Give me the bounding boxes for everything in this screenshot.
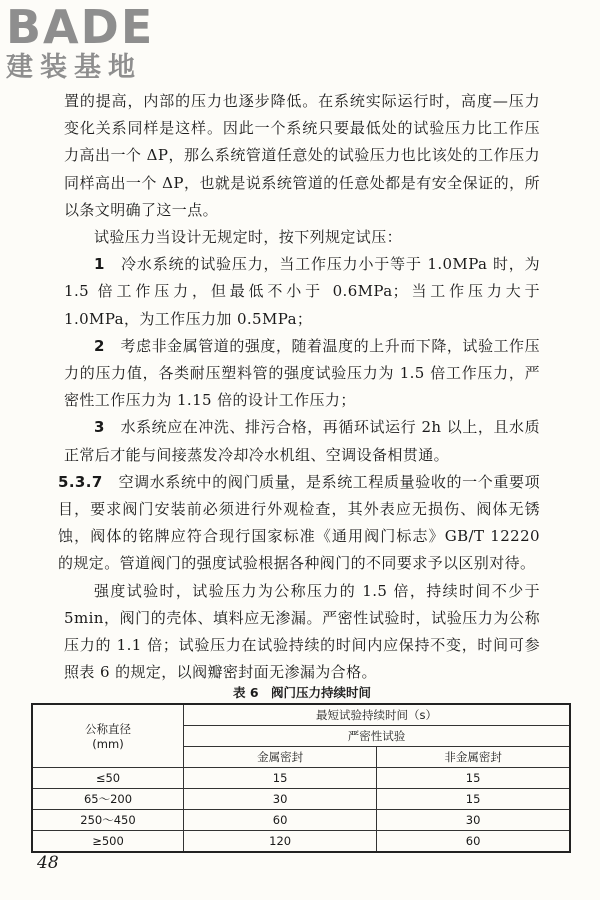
cell-diameter: 65～200 xyxy=(32,789,183,810)
clause-5-3-7 xyxy=(58,469,540,578)
clause-text: 空调水系统中的阀门质量，是系统工程质量验收的一个重要项目，要求阀门安装前必须进行外观检查，其外表应无损伤、阀体无锈蚀，阀体的铭牌应符合现行国家标准《通用阀门标志》GB/T 12220 的规定。管道阀门的强度试验根据各种阀门的不同要求予以区别对待。 xyxy=(58,472,540,573)
header-tightness-test: 严密性试验 xyxy=(183,726,570,747)
cell-metal: 120 xyxy=(183,831,376,853)
table-title: 表 6 阀门压力持续时间 xyxy=(232,685,372,700)
header-nominal-diameter-label: 公称直径 xyxy=(84,722,131,736)
page-number: 48 xyxy=(37,853,59,873)
cell-metal: 30 xyxy=(183,789,376,810)
header-min-duration: 最短试验持续时间（s） xyxy=(183,704,570,726)
cell-metal: 60 xyxy=(183,810,376,831)
list-item-text: 考虑非金属管道的强度，随着温度的上升而下降，试验工作压力的压力值，各类耐压塑料管的强度试验压力为 1.5 倍工作压力，严密性工作压力为 1.15 倍的设计工作压力； xyxy=(64,336,540,410)
cell-diameter: 250～450 xyxy=(32,810,183,831)
header-nominal-diameter-unit: (mm) xyxy=(92,737,124,751)
brand-logo xyxy=(6,0,176,90)
list-number: 2 xyxy=(94,336,105,355)
list-item-2 xyxy=(64,333,540,415)
list-item-text: 冷水系统的试验压力，当工作压力小于等于 1.0MPa 时，为 1.5 倍工作压力，但最低不小于 0.6MPa；当工作压力大于 1.0MPa，为工作压力加 0.5MPa； xyxy=(64,255,540,328)
document-body xyxy=(58,88,540,686)
paragraph-test-pressure-intro: 试验压力当设计无规定时，按下列规定试压： xyxy=(94,228,403,247)
cell-nonmetal: 30 xyxy=(377,810,570,831)
logo-text-en: BADE xyxy=(6,0,155,54)
clause-number: 5.3.7 xyxy=(58,472,103,491)
header-nonmetal-seal: 非金属密封 xyxy=(377,747,570,768)
paragraph-continued: 置的提高，内部的压力也逐步降低。在系统实际运行时，高度—压力变化关系同样是这样。因此一个系统只要最低处的试验压力比工作压力高出一个 ΔP，那么系统管道任意处的试验压力也比该处的工作压力同样高出一个 ΔP，也就是说系统管道的任意处都是有安全保证的，所以条文明确了这一点。 xyxy=(64,92,540,219)
header-metal-seal: 金属密封 xyxy=(183,747,376,768)
table-row xyxy=(32,789,570,810)
cell-nonmetal: 15 xyxy=(377,768,570,789)
logo-text-cn: 建装基地 xyxy=(6,52,142,83)
cell-nonmetal: 15 xyxy=(377,789,570,810)
valve-pressure-duration-table xyxy=(31,703,571,853)
cell-metal: 15 xyxy=(183,768,376,789)
list-number: 3 xyxy=(94,418,105,437)
cell-diameter: ≥500 xyxy=(32,831,183,853)
list-item-3 xyxy=(64,414,540,468)
paragraph-strength-test: 强度试验时，试验压力为公称压力的 1.5 倍，持续时间不少于 5min，阀门的壳体、填料应无渗漏。严密性试验时，试验压力为公称压力的 1.1 倍；试验压力在试验持续的时间内应保持不变，时间可参照表 6 的规定，以阀瓣密封面无渗漏为合格。 xyxy=(64,581,540,682)
table-row xyxy=(32,768,570,789)
header-nominal-diameter xyxy=(32,704,183,768)
list-number: 1 xyxy=(94,255,105,274)
table-row xyxy=(32,810,570,831)
cell-diameter: ≤50 xyxy=(32,768,183,789)
list-item-text: 水系统应在冲洗、排污合格，再循环试运行 2h 以上，且水质正常后才能与间接蒸发冷却冷水机组、空调设备相贯通。 xyxy=(64,418,540,464)
cell-nonmetal: 60 xyxy=(377,831,570,853)
list-item-1 xyxy=(64,251,540,333)
table-row xyxy=(32,831,570,853)
